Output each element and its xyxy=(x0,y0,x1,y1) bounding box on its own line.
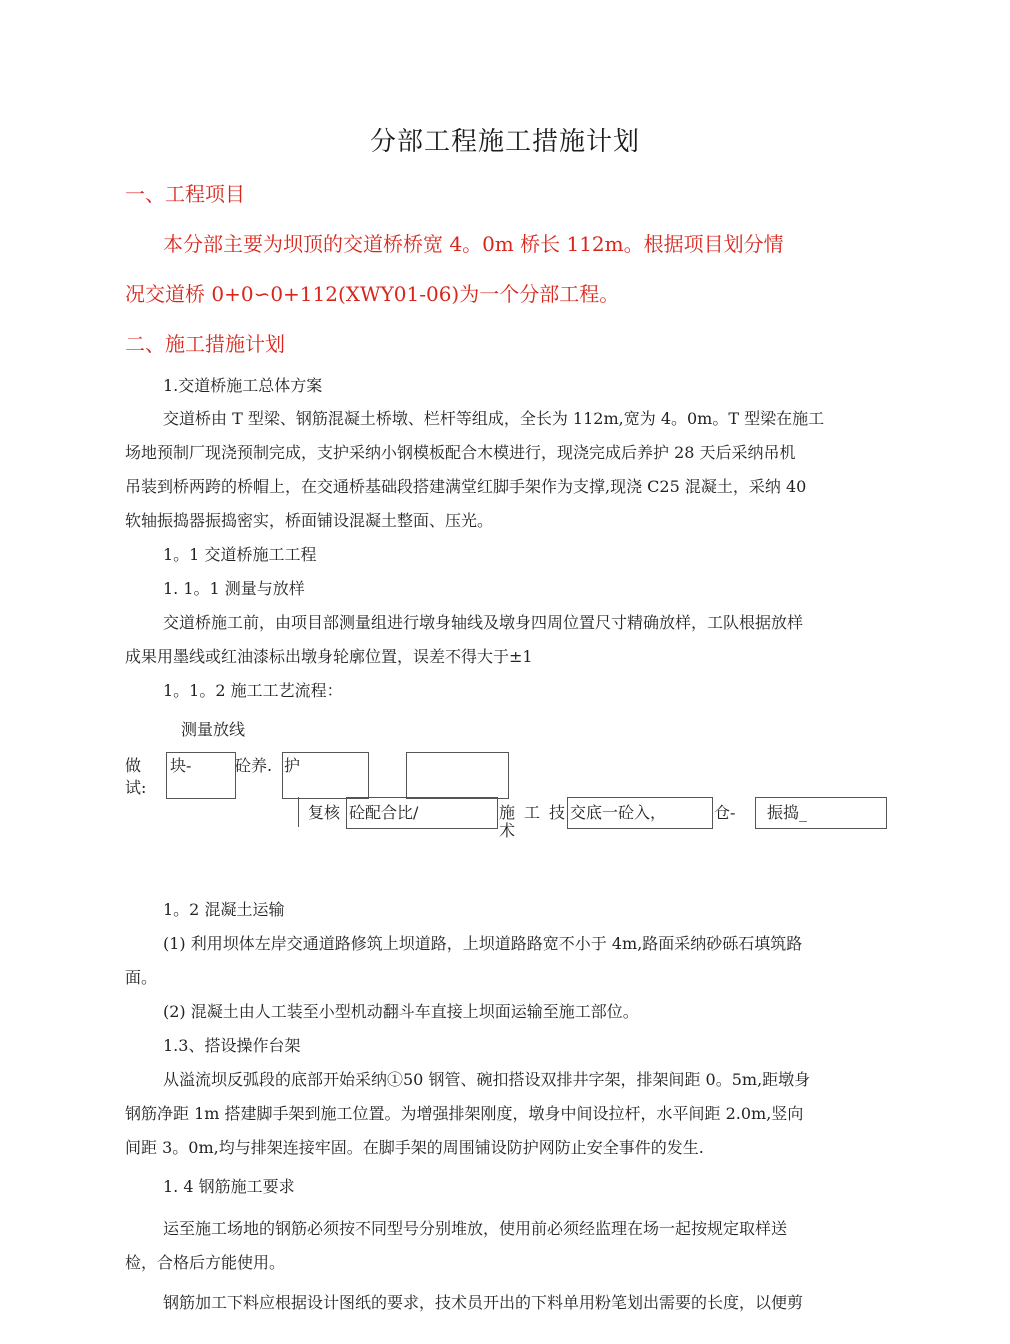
paragraph-line: 钢筋加工下料应根据设计图纸的要求，技术员开出的下料单用粉笔划出需要的长度，以便剪 xyxy=(163,1293,804,1312)
section-heading-1: 一、工程项目 xyxy=(125,182,245,206)
page-title: 分部工程施工措施计划 xyxy=(369,127,640,157)
paragraph-line: 检，合格后方能使用。 xyxy=(125,1253,286,1272)
flow-side-label-1: 做 xyxy=(125,756,142,775)
flow-step-label: 砼配合比/ xyxy=(349,803,419,822)
section1-paragraph-line-1: 本分部主要为坝顶的交道桥桥宽 4。0m 桥长 112m。根据项目划分情 xyxy=(163,232,784,256)
flow-step-label: 交底一砼入， xyxy=(570,803,667,822)
flow-step-label: 施 xyxy=(499,803,516,822)
subsection-title-1-1-2: 1。1。2 施工工艺流程： xyxy=(163,681,343,700)
paragraph-line: 吊装到桥两跨的桥帽上，在交通桥基础段搭建满堂红脚手架作为支撑,现浇 C25 混凝土，采纳 40 xyxy=(125,477,807,496)
paragraph-line: 成果用墨线或红油漆标出墩身轮廓位置，误差不得大于±1 xyxy=(125,647,533,666)
paragraph-line: (2) 混凝土由人工装至小型机动翻斗车直接上坝面运输至施工部位。 xyxy=(163,1002,639,1021)
subsection-title-1-1-1: 1. 1。1 测量与放样 xyxy=(163,579,305,598)
subsection-title-1-1: 1。1 交道桥施工工程 xyxy=(163,545,317,564)
paragraph-line: 交道桥由 T 型梁、钢筋混凝土桥墩、栏杆等组成，全长为 112m,宽为 4。0m。T 型梁在施工 xyxy=(163,409,825,428)
paragraph-line: 运至施工场地的钢筋必须按不同型号分别堆放，使用前必须经监理在场一起按规定取样送 xyxy=(163,1219,788,1238)
flow-step-label: 振捣_ xyxy=(767,803,808,822)
flow-step-label: 技 xyxy=(549,803,566,822)
flow-step-label: 仓- xyxy=(714,803,736,822)
paragraph-line: 面。 xyxy=(125,968,158,987)
subsection-title-1-4: 1. 4 钢筋施工要求 xyxy=(163,1177,295,1196)
paragraph-line: 场地预制厂现浇预制完成，支护采纳小钢模板配合木模进行，现浇完成后养护 28 天后采纳吊机 xyxy=(125,443,796,462)
paragraph-line: 间距 3。0m,均与排架连接牢固。在脚手架的周围铺设防护网防止安全事件的发生. xyxy=(125,1138,704,1157)
flow-connector xyxy=(298,797,299,827)
flow-start-label: 测量放线 xyxy=(181,720,246,739)
flow-step-label: 工 xyxy=(524,803,541,822)
subsection-title-1-2: 1。2 混凝土运输 xyxy=(163,900,285,919)
paragraph-line: 交道桥施工前，由项目部测量组进行墩身轴线及墩身四周位置尺寸精确放样，工队根据放样 xyxy=(163,613,804,632)
subsection-title-1-3: 1.3、搭设操作台架 xyxy=(163,1036,301,1055)
flow-side-label-2: 试: xyxy=(125,778,147,797)
flow-step-label: 护 xyxy=(284,756,301,775)
section-heading-2: 二、施工措施计划 xyxy=(125,332,285,356)
flow-step-label: 复核 xyxy=(308,803,341,822)
flow-box xyxy=(406,752,509,799)
paragraph-line: 钢筋净距 1m 搭建脚手架到施工位置。为增强排架刚度，墩身中间设拉杆，水平间距 2.0m,竖向 xyxy=(125,1104,804,1123)
flow-step-label: 砼养. xyxy=(235,756,273,775)
paragraph-line: 软轴振捣器振捣密实，桥面铺设混凝土整面、压光。 xyxy=(125,511,494,530)
paragraph-line: 从溢流坝反弧段的底部开始采纳①50 钢管、碗扣搭设双排井字架，排架间距 0。5m,距墩身 xyxy=(163,1070,811,1089)
subsection-title-1: 1.交道桥施工总体方案 xyxy=(163,376,323,395)
flow-step-label: 块- xyxy=(170,756,192,775)
section1-paragraph-line-2: 况交道桥 0+0∽0+112(XWY01-06)为一个分部工程。 xyxy=(125,282,620,306)
flow-step-label-clipped: 术 xyxy=(499,821,516,840)
paragraph-line: (1) 利用坝体左岸交通道路修筑上坝道路，上坝道路路宽不小于 4m,路面采纳砂砾石填筑路 xyxy=(163,934,803,953)
